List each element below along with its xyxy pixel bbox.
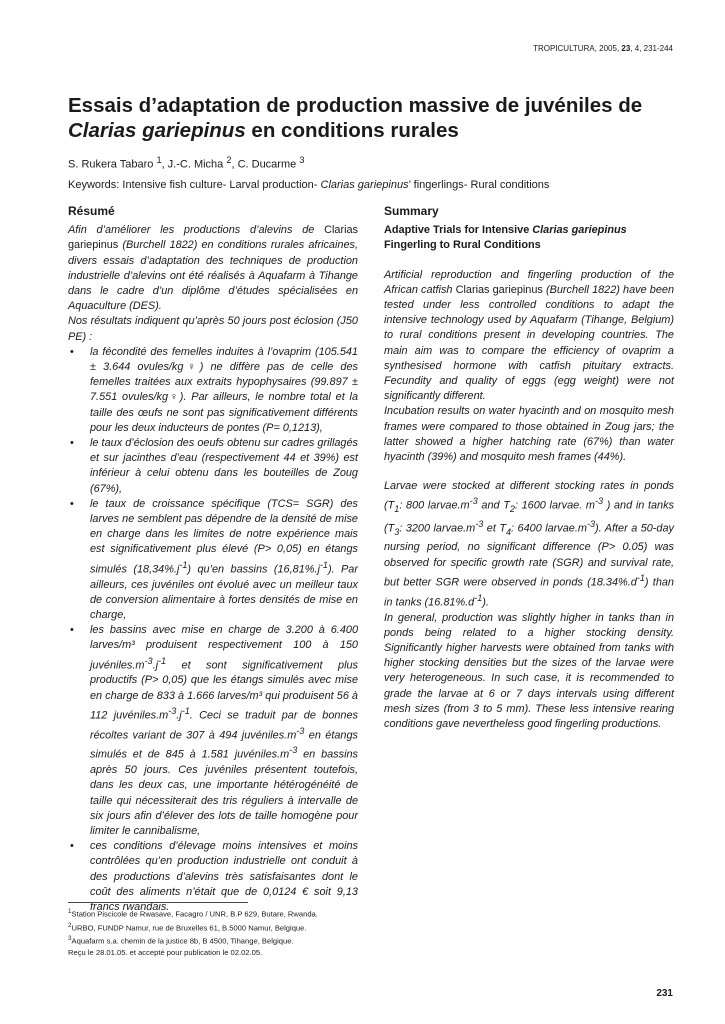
bullet-rearing-cost: • ces conditions d’élevage moins intensives et moins contrôlées qu’en production industrielle ont conduit à des productions d’alevins très satisfaisantes dont le coût des aliments n’était que de 0,0124 € soit 9,13 francs rwandais.: [68, 839, 358, 915]
footnote-affiliation-3: $^3$Aquafarm s.a. chemin de la justice 8b, B 4500, Tihange, Belgique.: [68, 935, 294, 946]
footnotes: [68, 906, 318, 958]
summary-paragraph-production: In general, production was slightly higher in tanks than in ponds being related to a higher stocking density. Significantly higher harvests were obtained from tanks with higher stocking densities but the sizes of the larvae were very heterogeneous. In such case, it is recommended to grade the larvae at 6 or 7 days intervals using different mesh sizes (from 3 to 5 mm). These less intensive rearing conditions gave nevertheless good fingerling productions.: [384, 611, 674, 730]
bullet-fecundity: • la fécondité des femelles induites à l’ovaprim (105.541 ± 3.644 ovules/kg♀) ne diffère pas de celle des femelles traitées aux extraits hypophysaires (99.897 ± 7.551 ovules/kg♀). Par ailleurs, le nombre total et la taille des œufs ne sont pas significativement différents pour les deux inducteurs de pontes (P= 0,1213),: [68, 345, 358, 436]
english-title: Adaptive Trials for Intensive Clarias gariepinus Fingerling to Rural Conditions: [384, 224, 627, 252]
keywords-line: Keywords: Intensive fish culture- Larval production- Clarias gariepinus’ fingerlings- Rural conditions: [68, 179, 550, 191]
footnote-affiliation-1: $^1$Station Piscicole de Rwasave, Facagro / UNR, B.P 629, Butare, Rwanda.: [68, 908, 318, 919]
summary-paragraph-stocking: Larvae were stocked at different stocking rates in ponds ($T_1$: 800 $larvae.m^{-3}$ and $T_2$: 1600 larvae. $m^{-3}$ ) and in tanks ($T_3$: 3200 $larvae.m^{-3}$ et $T_4$: 6400 $larvae.m^{-3}$). After a 50-day nursing period, no significant difference (P> 0.05) was observed for specific growth rate (SGR) and survival rate, but better SGR were observed in ponds $(18.34\%.d^{-1})$ than in tanks $(16.81\%.d^{-1})$.: [384, 480, 674, 609]
page-number: 231: [656, 988, 673, 999]
bullet-tank-production: • les bassins avec mise en charge de 3.200 à 6.400 larves/m³ produisent respectivement 100 à 150 $juvéniles.m^{-3}.j^{-1}$ et sont significativement plus productifs (P> 0,05) que les étangs simulés avec mise en charge de 833 à 1.666 larves/m³ qui produisent 56 à 112 $juvéniles.m^{-3}.j^{-1}$. Ceci se traduit par de bonnes récoltes variant de 307 à 494 $juvéniles.m^{-3}$ en étangs simulés et de 845 à 1.581 $juvéniles.m^{-3}$ en bassins après 50 jours. Ces juvéniles présentent toutefois, dans les deux cas, une importante hétérogénéité de taille qui nécessiterait des tris réguliers à intervalle de six jours afin d’élever des lots de taille homogène pour limiter le cannibalisme,: [68, 623, 358, 839]
bullet-growth-rate: • le taux de croissance spécifique (TCS= SGR) des larves ne semblent pas dépendre de la densité de mise en charge dans les limites de notre expérience mais est significativement plus élevé (P> 0,05) en étangs simulés $(18,34\%.j^{-1})$ qu’en bassins $(16,81\%.j^{-1})$. Par ailleurs, ces juvéniles ont évolué avec un meilleur taux de conversion alimentaire à fortes densités de mise en charge,: [68, 497, 358, 623]
author-list: S. Rukera Tabaro $^1$, J.-C. Micha $^2$, C. Ducarme $^3$: [68, 155, 305, 171]
resume-bullet-list: [68, 345, 358, 915]
summary-column: [384, 204, 674, 732]
summary-heading: Summary: [384, 204, 439, 218]
summary-paragraph-incubation: Incubation results on water hyacinth and on mosquito mesh frames were compared to those obtained in Zoug jars; the latter showed a higher hatching rate (67%) than water hyacinth (39%) and mosquito mesh frames (44%).: [384, 405, 674, 464]
footnote-affiliation-2: $^2$URBO, FUNDP Namur, rue de Bruxelles 61, B.5000 Namur, Belgique.: [68, 921, 307, 933]
footnote-divider: [68, 902, 248, 903]
resume-heading: Résumé: [68, 204, 115, 218]
resume-intro-paragraph: Afin d’améliorer les productions d’alevins de Clarias gariepinus (Burchell 1822) en conditions rurales africaines, divers essais d’adaptation des techniques de production industrielle d’alevins ont été réalisés à Aquafarm à Tihange dans le cadre d’un diplôme d’études spécialisées en Aquaculture (DES).: [68, 224, 358, 313]
resume-column: [68, 204, 358, 915]
footnote-received-date: Reçu le 28.01.05. et accepté pour publication le 02.02.05.: [68, 947, 263, 957]
summary-paragraph-reproduction: Artificial reproduction and fingerling production of the African catfish Clarias gariepinus (Burchell 1822) have been tested under less controlled conditions to adapt the intensive technology used by Aquafarm (Tihange, Belgium) to rural conditions present in developing countries. The main aim was to compare the efficiency of ovaprim a synthesised hormone with catfish pituitary extracts. Fecundity and quality of eggs (egg weight) were not significantly different.: [384, 268, 674, 403]
journal-reference: TROPICULTURA, 2005, 23, 4, 231-244: [533, 44, 673, 53]
bullet-hatching: • le taux d’éclosion des oeufs obtenu sur cadres grillagés et sur jacinthes d’eau (respectivement 44 et 39%) est inférieur à celui obtenu dans les bouteilles de Zoug (67%),: [68, 436, 358, 497]
resume-results-intro: Nos résultats indiquent qu’après 50 jours post éclosion (J50 PE) :: [68, 315, 358, 343]
article-title: Essais d’adaptation de production massive de juvéniles de Clarias gariepinus en conditions rurales: [68, 94, 643, 142]
